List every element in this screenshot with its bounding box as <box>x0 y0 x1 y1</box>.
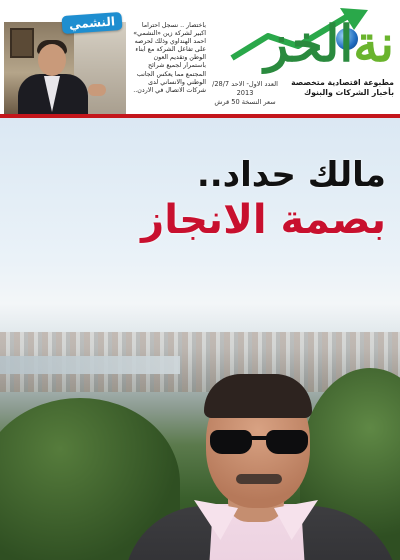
logo-part-1: الخز <box>264 14 354 73</box>
sunglasses <box>210 430 308 456</box>
issue-date: العدد الاول- الاحد 28/7/ 2013 <box>212 80 278 97</box>
cover-headline <box>141 155 386 243</box>
inset-excerpt: باختصار .. نسجل احتراما اكبير لشركة زين «النشمي» احمد الهنداوي وذلك لحرصه على تفاعل الشركة مع ابناء الوطن وتقديم العون باستمرار لجميع شرائح المجتمع مما يعكس الجانب الوطني والانساني لدى شركات الاتصال في الاردن.. <box>133 22 206 94</box>
nashmi-badge: النشمي <box>61 12 122 34</box>
inset-photo <box>4 22 126 114</box>
tagline-line-2: بأخبار الشركات والبنوك <box>303 88 394 97</box>
headline-subtitle: بصمة الانجاز <box>141 197 386 243</box>
masthead <box>0 0 400 118</box>
tagline-line-1: مطبوعة اقتصادية متخصصة <box>291 78 394 87</box>
logo-wordmark <box>264 16 394 72</box>
logo <box>208 2 398 114</box>
cover-portrait <box>124 374 400 560</box>
headline-name: مالك حداد.. <box>196 155 386 195</box>
river <box>0 356 180 374</box>
issue-price: سعر النسخة 50 قرش <box>214 98 276 106</box>
logo-part-2: نة <box>353 14 394 73</box>
issue-info <box>210 80 280 107</box>
